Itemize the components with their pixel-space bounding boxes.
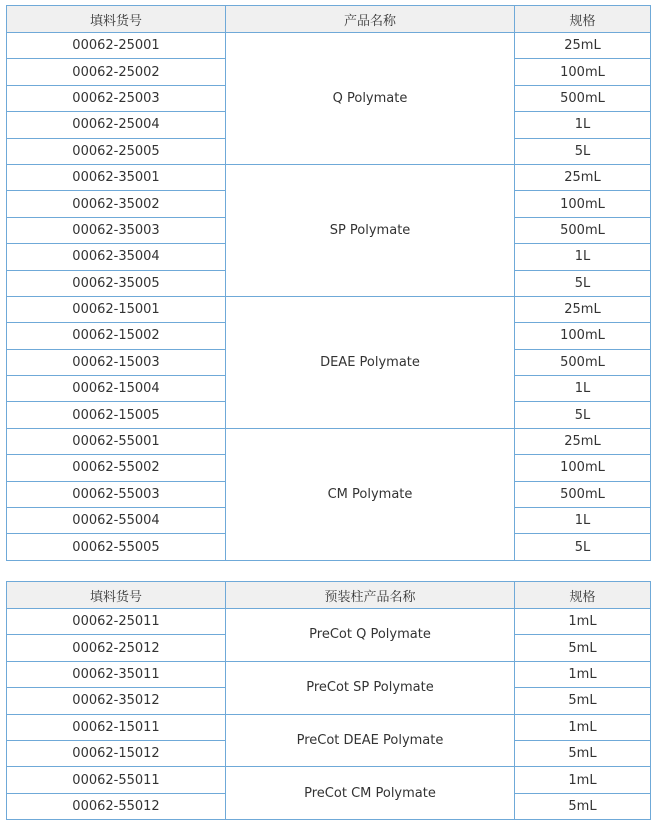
spec-cell: 5L	[515, 534, 651, 560]
product-table	[6, 5, 651, 561]
code-cell: 00062-15005	[7, 402, 226, 428]
code-cell: 00062-15004	[7, 376, 226, 402]
spec-cell: 1L	[515, 508, 651, 534]
code-cell: 00062-25005	[7, 138, 226, 164]
code-cell: 00062-15003	[7, 349, 226, 375]
precolumn-table	[6, 581, 651, 820]
spec-cell: 25mL	[515, 296, 651, 322]
header-code: 填料货号	[7, 6, 226, 33]
spec-cell: 1L	[515, 244, 651, 270]
spec-cell: 1mL	[515, 767, 651, 793]
table-header-row	[7, 582, 651, 609]
table-row	[7, 428, 651, 454]
code-cell: 00062-25002	[7, 59, 226, 85]
code-cell: 00062-35001	[7, 164, 226, 190]
header-spec: 规格	[515, 6, 651, 33]
spec-cell: 5mL	[515, 740, 651, 766]
code-cell: 00062-15001	[7, 296, 226, 322]
code-cell: 00062-35012	[7, 688, 226, 714]
code-cell: 00062-15002	[7, 323, 226, 349]
spec-cell: 1mL	[515, 714, 651, 740]
spec-cell: 1mL	[515, 661, 651, 687]
spec-cell: 500mL	[515, 85, 651, 111]
product-name-cell: PreCot DEAE Polymate	[226, 714, 515, 767]
spec-cell: 5L	[515, 138, 651, 164]
code-cell: 00062-25003	[7, 85, 226, 111]
product-name-cell: PreCot Q Polymate	[226, 609, 515, 662]
table-row	[7, 33, 651, 59]
spec-cell: 100mL	[515, 323, 651, 349]
code-cell: 00062-35002	[7, 191, 226, 217]
spec-cell: 100mL	[515, 191, 651, 217]
spec-cell: 5mL	[515, 635, 651, 661]
spec-cell: 5L	[515, 402, 651, 428]
product-name-cell: Q Polymate	[226, 33, 515, 165]
spec-cell: 25mL	[515, 33, 651, 59]
spec-cell: 500mL	[515, 481, 651, 507]
spec-cell: 5mL	[515, 688, 651, 714]
code-cell: 00062-25012	[7, 635, 226, 661]
code-cell: 00062-55004	[7, 508, 226, 534]
spec-cell: 500mL	[515, 217, 651, 243]
product-name-cell: PreCot SP Polymate	[226, 661, 515, 714]
code-cell: 00062-55002	[7, 455, 226, 481]
table-body	[7, 33, 651, 561]
table-row	[7, 164, 651, 190]
code-cell: 00062-35011	[7, 661, 226, 687]
spec-cell: 25mL	[515, 428, 651, 454]
spec-cell: 1L	[515, 376, 651, 402]
spec-cell: 100mL	[515, 59, 651, 85]
code-cell: 00062-35003	[7, 217, 226, 243]
code-cell: 00062-15012	[7, 740, 226, 766]
product-name-cell: PreCot CM Polymate	[226, 767, 515, 820]
header-spec: 规格	[515, 582, 651, 609]
table-row	[7, 296, 651, 322]
spec-cell: 5L	[515, 270, 651, 296]
spec-cell: 100mL	[515, 455, 651, 481]
code-cell: 00062-15011	[7, 714, 226, 740]
code-cell: 00062-55005	[7, 534, 226, 560]
table-header-row	[7, 6, 651, 33]
code-cell: 00062-35004	[7, 244, 226, 270]
product-name-cell: CM Polymate	[226, 428, 515, 560]
code-cell: 00062-35005	[7, 270, 226, 296]
code-cell: 00062-25004	[7, 112, 226, 138]
spec-cell: 5mL	[515, 793, 651, 819]
spec-cell: 500mL	[515, 349, 651, 375]
code-cell: 00062-55011	[7, 767, 226, 793]
table-row	[7, 714, 651, 740]
header-product-name: 预装柱产品名称	[226, 582, 515, 609]
code-cell: 00062-25011	[7, 609, 226, 635]
spec-cell: 1mL	[515, 609, 651, 635]
code-cell: 00062-55012	[7, 793, 226, 819]
code-cell: 00062-55001	[7, 428, 226, 454]
header-product-name: 产品名称	[226, 6, 515, 33]
spec-cell: 25mL	[515, 164, 651, 190]
table-body	[7, 609, 651, 820]
spec-cell: 1L	[515, 112, 651, 138]
table-row	[7, 609, 651, 635]
header-code: 填料货号	[7, 582, 226, 609]
product-name-cell: DEAE Polymate	[226, 296, 515, 428]
table-row	[7, 661, 651, 687]
product-name-cell: SP Polymate	[226, 164, 515, 296]
code-cell: 00062-25001	[7, 33, 226, 59]
table-row	[7, 767, 651, 793]
code-cell: 00062-55003	[7, 481, 226, 507]
